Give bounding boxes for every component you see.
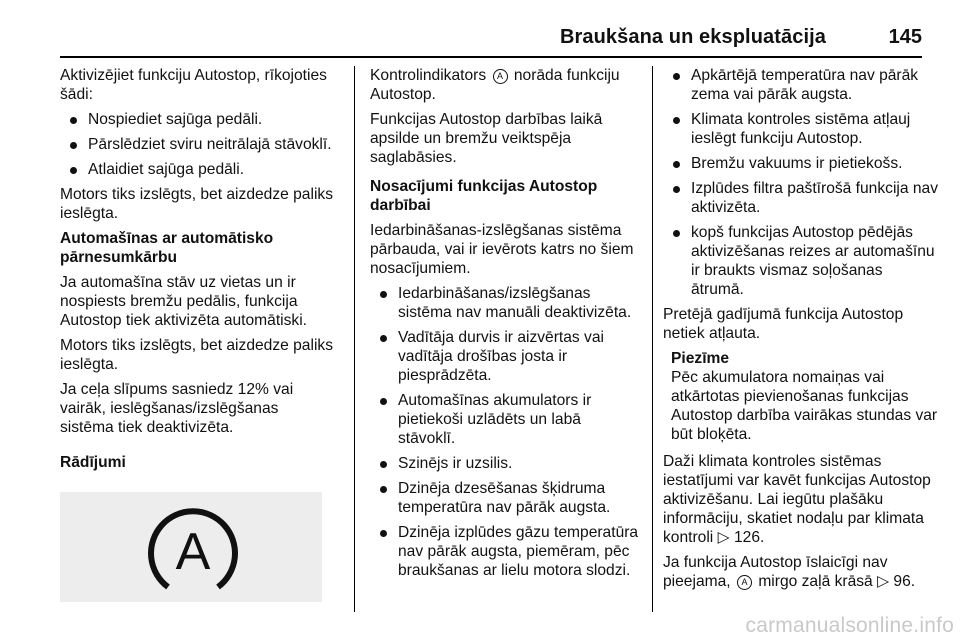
column-1 — [60, 66, 336, 602]
steps-list — [60, 110, 336, 179]
heating-text: Funkcijas Autostop darbības laikā apsilde un bremžu veiktspēja saglabāsies. — [370, 111, 603, 166]
automatic-gearbox-text: Ja automašīna stāv uz vietas un ir nospiests bremžu pedālis, funkcija Autostop tiek aktivizēta automātiski. — [60, 274, 308, 329]
climate-text: Daži klimata kontroles sistēmas iestatījumi var kavēt funkcijas Autostop aktivizēšanu. Lai iegūtu plašāku informāciju, skatiet nodaļu par klimata kontroli — [663, 453, 931, 546]
indicator-glyph: A — [175, 523, 211, 581]
list-item: Szinējs ir uzsilis. — [370, 454, 642, 473]
automatic-gearbox-text-2: Motors tiks izslēgts, bet aizdedze paliks ieslēgta. — [60, 337, 334, 373]
indicator-text-after: norāda funkciju Autostop. — [370, 67, 620, 103]
automatic-gearbox-heading: Automašīnas ar automātisko pārnesumkārbu — [60, 230, 274, 266]
list-item: Atlaidiet sajūga pedāli. — [60, 160, 336, 179]
unavailable-text-mid: mirgo zaļā krāsā — [758, 573, 873, 590]
list-item: Automašīnas akumulators ir pietiekoši uzlādēts un labā stāvoklī. — [370, 391, 642, 448]
autostop-indicator-icon: A — [493, 69, 508, 84]
list-item: Apkārtējā temperatūra nav pārāk zema vai pārāk augsta. — [663, 66, 939, 104]
climate-paragraph — [663, 452, 939, 547]
conditions-list — [370, 284, 642, 580]
page-ref-link[interactable]: 126. — [733, 529, 765, 546]
intro-text: Aktivizējiet funkciju Autostop, rīkojoties šādi: — [60, 67, 327, 103]
note-text: Pēc akumulatora nomaiņas vai atkārtotas pievienošanas funkcijas Autostop darbība vairākas stundas var būt bloķēta. — [671, 369, 938, 443]
unavailable-text-before: Ja funkcija Autostop īslaicīgi nav pieejama, — [663, 554, 888, 590]
indicator-illustration — [60, 492, 322, 602]
page-ref-link[interactable]: 96. — [893, 573, 916, 590]
column-3 — [663, 66, 939, 597]
column-divider — [354, 66, 355, 612]
list-item: Izplūdes filtra paštīrošā funkcija nav aktivizēta. — [663, 179, 939, 217]
list-item: Klimata kontroles sistēma atļauj ieslēgt funkciju Autostop. — [663, 110, 939, 148]
after-steps-text: Motors tiks izslēgts, bet aizdedze paliks ieslēgta. — [60, 186, 334, 222]
indicator-paragraph — [370, 66, 642, 104]
slope-text: Ja ceļa slīpums sasniedz 12% vai vairāk, ieslēgšanas/izslēgšanas sistēma tiek deaktivizēta. — [60, 381, 294, 436]
conditions-list-continued — [663, 66, 939, 299]
page-header — [60, 26, 922, 58]
conditions-heading: Nosacījumi funkcijas Autostop darbībai — [370, 178, 598, 214]
watermark: carmanualsonline.info — [745, 614, 954, 637]
list-item: Dzinēja dzesēšanas šķidruma temperatūra nav pārāk augsta. — [370, 479, 642, 517]
indicators-heading: Rādījumi — [60, 454, 126, 471]
list-item: kopš funkcijas Autostop pēdējās aktivizēšanas reizes ar automašīnu ir braukts vismaz soļošanas ātrumā. — [663, 223, 939, 299]
page-number: 145 — [888, 26, 922, 48]
indicator-text-before: Kontrolindikators — [370, 67, 487, 84]
section-title: Braukšana un ekspluatācija — [559, 26, 826, 48]
list-item: Vadītāja durvis ir aizvērtas vai vadītāja drošības josta ir piesprādzēta. — [370, 328, 642, 385]
conditions-intro: Iedarbināšanas-izslēgšanas sistēma pārbauda, vai ir ievērots katrs no šiem nosacījumiem. — [370, 222, 634, 277]
note-box — [663, 349, 939, 444]
otherwise-text: Pretējā gadījumā funkcija Autostop netiek atļauta. — [663, 306, 904, 342]
list-item: Bremžu vakuums ir pietiekošs. — [663, 154, 939, 173]
unavailable-paragraph — [663, 553, 939, 591]
column-2 — [370, 66, 642, 586]
page-ref-arrow-icon: ▷ — [717, 529, 730, 546]
list-item: Nospiediet sajūga pedāli. — [60, 110, 336, 129]
autostop-a-icon — [128, 492, 258, 602]
page-ref-arrow-icon: ▷ — [877, 573, 890, 590]
autostop-indicator-icon: A — [737, 575, 752, 590]
column-divider — [652, 66, 653, 612]
list-item: Dzinēja izplūdes gāzu temperatūra nav pārāk augsta, piemēram, pēc braukšanas ar lielu motora slodzi. — [370, 523, 642, 580]
note-title: Piezīme — [671, 350, 730, 367]
list-item: Iedarbināšanas/izslēgšanas sistēma nav manuāli deaktivizēta. — [370, 284, 642, 322]
list-item: Pārslēdziet sviru neitrālajā stāvoklī. — [60, 135, 336, 154]
